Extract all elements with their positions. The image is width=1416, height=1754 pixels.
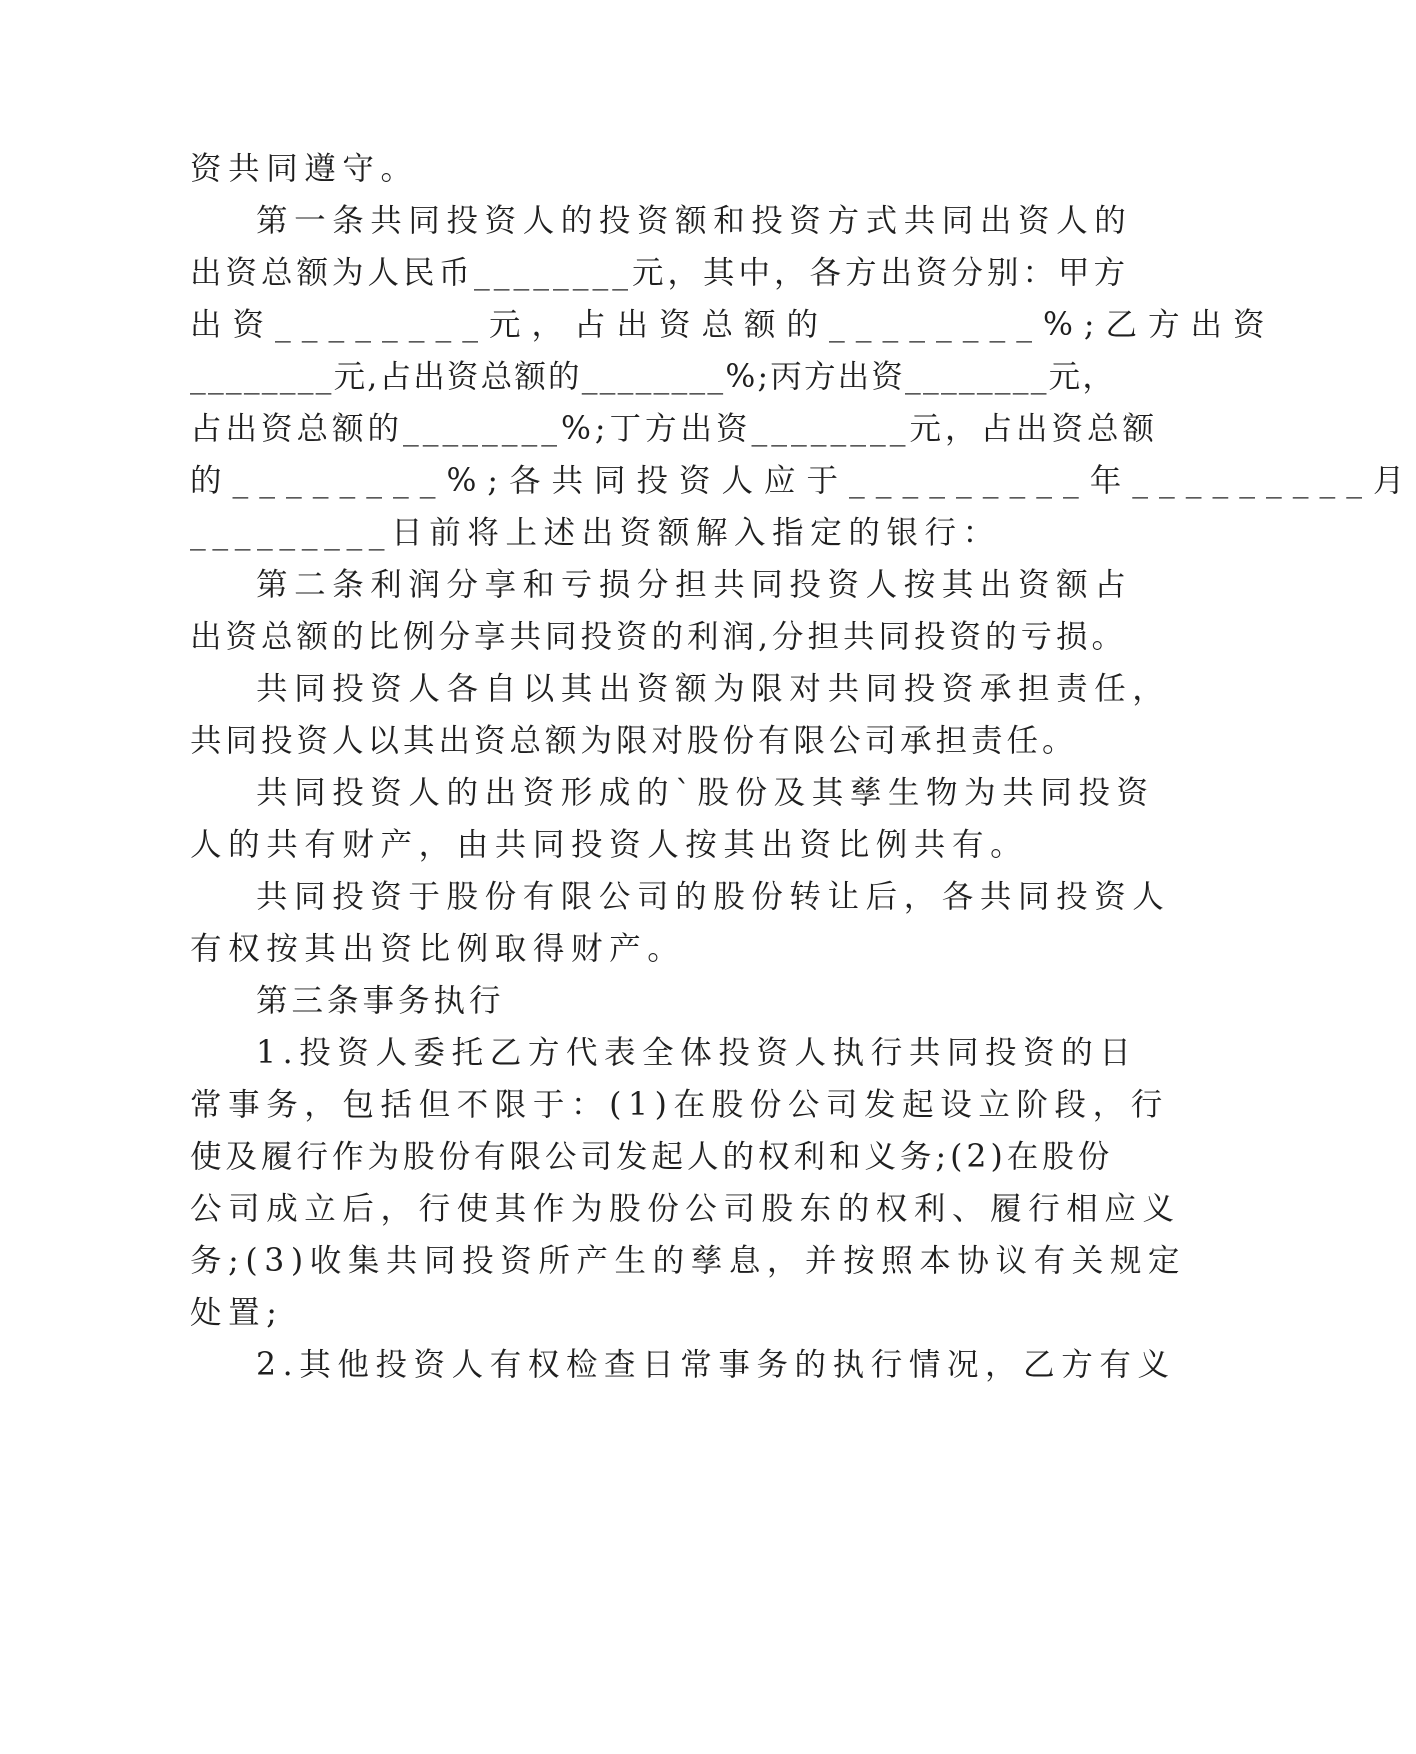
text-line: 占出资总额的________%;丁方出资________元，占出资总额 — [190, 411, 1159, 447]
text-line: 人的共有财产，由共同投资人按其出资比例共有。 — [190, 827, 1029, 863]
text-line: 出资总额的比例分享共同投资的利润,分担共同投资的亏损。 — [190, 619, 1128, 655]
text-line: 有权按其出资比例取得财产。 — [190, 931, 686, 967]
text-line: 第二条利润分享和亏损分担共同投资人按其出资额占 — [256, 567, 1133, 603]
text-line: 第一条共同投资人的投资额和投资方式共同出资人的 — [256, 203, 1133, 239]
text-line: 出资总额为人民币________元，其中，各方出资分别：甲方 — [190, 255, 1130, 291]
text-line: ________元,占出资总额的________%;丙方出资________元， — [190, 359, 1117, 395]
text-line: 共同投资于股份有限公司的股份转让后，各共同投资人 — [256, 879, 1171, 915]
text-line: 共同投资人以其出资总额为限对股份有限公司承担责任。 — [190, 723, 1078, 759]
text-line: 的________%;各共同投资人应于_________年_________月 — [190, 463, 1416, 499]
text-line: 资共同遵守。 — [190, 151, 419, 187]
text-line: 出资________元，占出资总额的________%;乙方出资 — [190, 307, 1276, 343]
text-line: 公司成立后，行使其作为股份公司股东的权利、履行相应义 — [190, 1191, 1181, 1227]
section-heading: 第三条事务执行 — [256, 983, 505, 1019]
text-line: 务;(3)收集共同投资所产生的孳息，并按照本协议有关规定 — [190, 1243, 1187, 1279]
text-line: 常事务，包括但不限于：(1)在股份公司发起设立阶段，行 — [190, 1087, 1169, 1123]
text-line: 共同投资人各自以其出资额为限对共同投资承担责任， — [256, 671, 1171, 707]
text-line: 1.投资人委托乙方代表全体投资人执行共同投资的日 — [256, 1035, 1138, 1071]
text-line: 使及履行作为股份有限公司发起人的权利和义务;(2)在股份 — [190, 1139, 1114, 1175]
text-line: 共同投资人的出资形成的`股份及其孳生物为共同投资 — [256, 775, 1155, 811]
text-line: 2.其他投资人有权检查日常事务的执行情况，乙方有义 — [256, 1347, 1176, 1383]
text-line: _________日前将上述出资额解入指定的银行： — [190, 515, 1001, 551]
text-line: 处置; — [190, 1295, 284, 1331]
